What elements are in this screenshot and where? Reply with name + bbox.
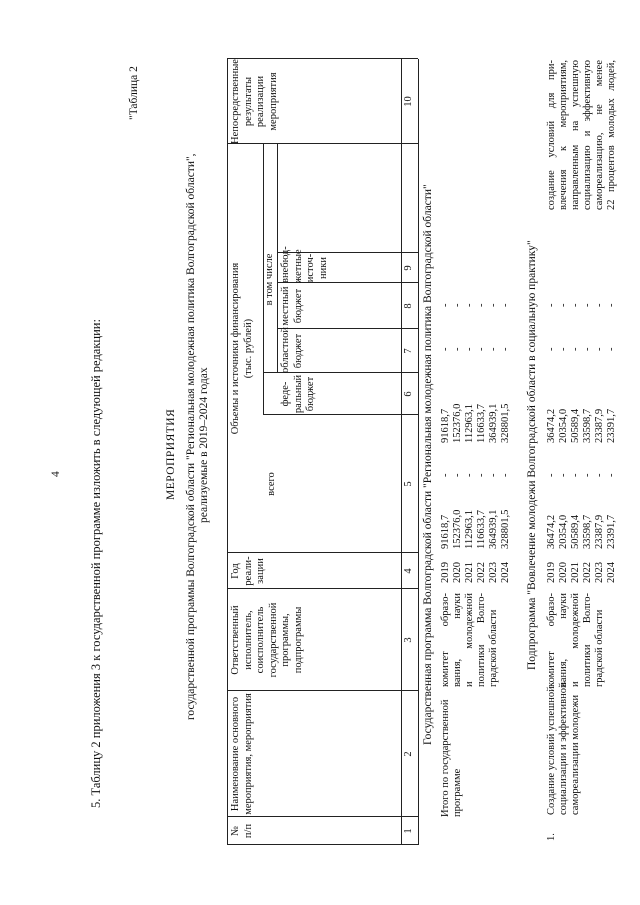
row-1-local: - - - - - - [546, 347, 617, 351]
row-1-name: Создание условий успешной социализации и эффективной самореализации молодежи [546, 682, 581, 815]
column-number-5: 5 [403, 481, 414, 487]
document-title: МЕРОПРИЯТИЯ [165, 408, 177, 500]
header-results: Непосредственные результаты реализации мероприятия [230, 59, 279, 144]
total-row-total: 91618,7 152376,0 112963,1 116633,7 364939,1 328801,5 [440, 509, 511, 549]
header-funding: Объемы и источники финансирования (тыс. рублей) [230, 262, 254, 435]
row-1-result: создание условий для при- влечения к мероприятиям, направленным на успешную социализацию и эффективную самореализацию, не менее 22 процентов молодых людей, [546, 60, 617, 210]
row-1-responsible: комитет образо- вания, науки и молодежной политики Волго- градской области [546, 593, 605, 687]
row-1-extra: - - - - - - [546, 303, 617, 307]
row-1-total: 36474,2 20354,0 50589,4 33598,7 23387,9 23391,7 [546, 514, 617, 549]
row-1-regional: 36474,2 20354,0 50589,4 33598,7 23387,9 23391,7 [546, 408, 617, 443]
column-number-7: 7 [403, 348, 414, 354]
page-number: 4 [50, 471, 62, 477]
header-total: всего [266, 472, 277, 496]
column-number-2: 2 [403, 751, 414, 757]
row-1-num: 1. [546, 833, 557, 841]
header-year: Год реали- зации [230, 556, 266, 586]
header-num: № п/п [230, 823, 254, 839]
header-regional: областной бюджет [280, 327, 304, 373]
column-number-6: 6 [403, 391, 414, 397]
column-number-3: 3 [403, 637, 414, 643]
column-number-4: 4 [403, 568, 414, 574]
document-subtitle-1: государственной программы Волгоградской области "Региональная молодежная политика Волгоградской области", [185, 153, 197, 720]
total-row-federal: - - - - - - [440, 473, 511, 477]
total-row-years: 2019 2020 2021 2022 2023 2024 [440, 562, 511, 583]
section-heading-subprogram: Подпрограмма "Вовлечение молодежи Волгоградской области в социальную практику" [526, 240, 538, 670]
table-label: "Таблица 2 [128, 66, 140, 120]
section-heading-state-program: Государственная программа Волгоградской области "Региональная молодежная политика Волгоградской области" [422, 184, 434, 745]
row-1-federal: - - - - - - [546, 473, 617, 477]
column-number-9: 9 [403, 265, 414, 271]
intro-text: 5. Таблицу 2 приложения 3 к государственной программе изложить в следующей редакции: [89, 319, 103, 808]
header-responsible: Ответственный исполнитель, соисполнитель государственной программы, подпрограммы [230, 602, 304, 678]
column-number-8: 8 [403, 303, 414, 309]
total-row-regional: 91618,7 152376,0 112963,1 116633,7 364939,1 328801,5 [440, 403, 511, 443]
header-local: местный бюджет [280, 286, 304, 326]
header-federal: феде- ральный бюджет [280, 374, 316, 414]
total-row-responsible: комитет образо- вания, науки и молодежной политики Волго- градской области [440, 593, 499, 687]
total-row-extra: - - - - - - [440, 303, 511, 307]
row-1-years: 2019 2020 2021 2022 2023 2024 [546, 562, 617, 583]
total-row-name: Итого по государственной программе [440, 699, 463, 817]
header-including: в том числе [264, 253, 275, 306]
column-number-1: 1 [403, 828, 414, 834]
document-subtitle-2: реализуемые в 2019–2024 годах [198, 367, 210, 523]
header-name: Наименование основного мероприятия, мероприятия [230, 693, 254, 815]
total-row-local: - - - - - - [440, 347, 511, 351]
column-number-10: 10 [403, 96, 414, 107]
header-extra: внебюд- жетные источ- ники [280, 246, 329, 283]
